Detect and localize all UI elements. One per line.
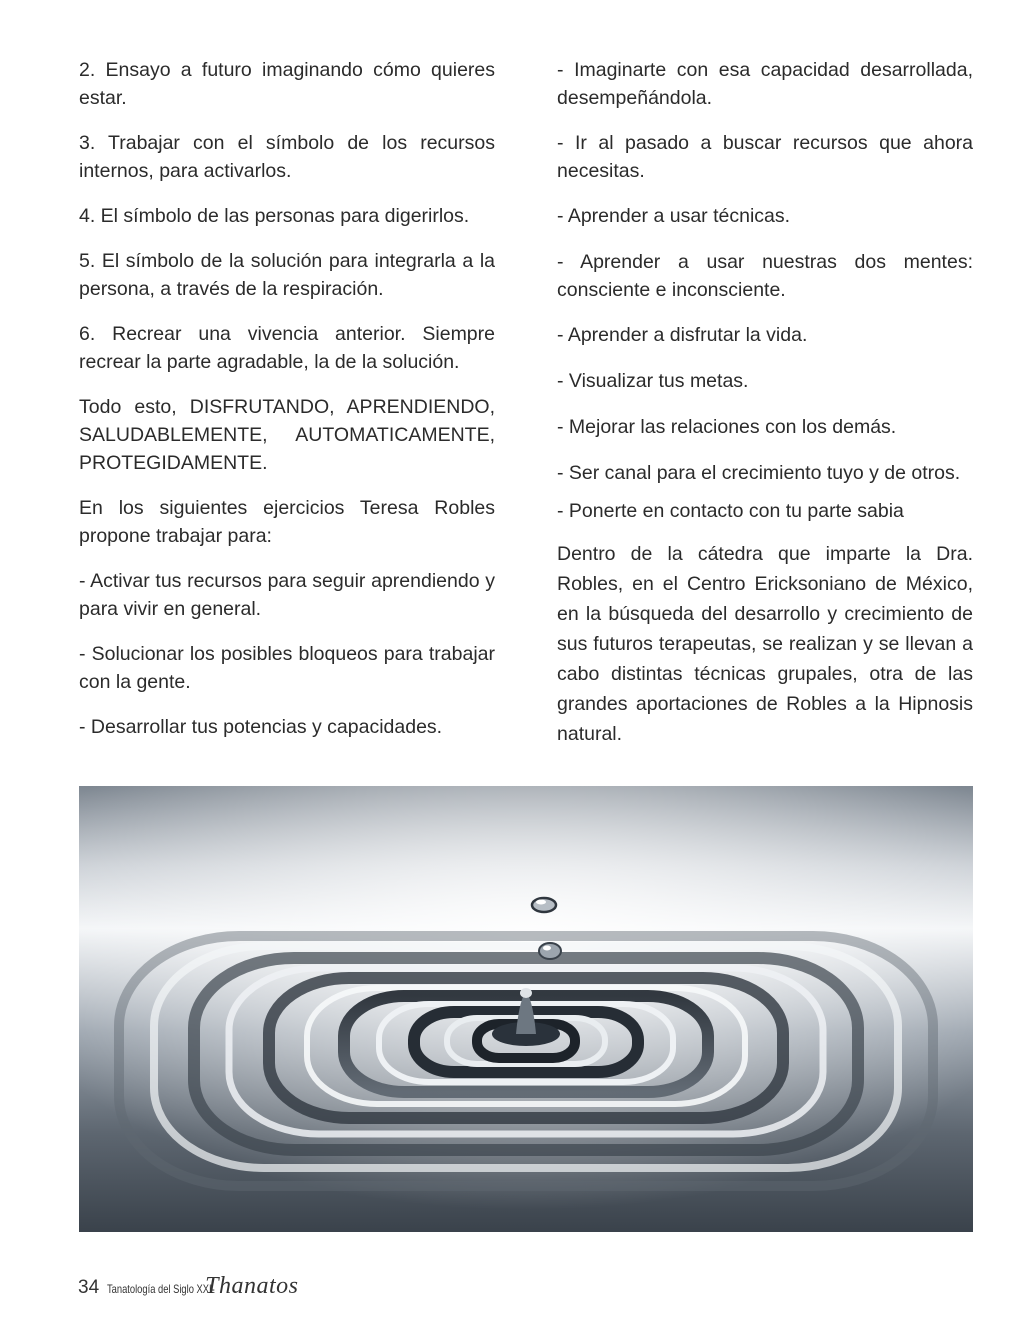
paragraph: - Ir al pasado a buscar recursos que ahora necesitas.	[557, 132, 973, 182]
right-column	[557, 56, 973, 766]
paragraph: - Imaginarte con esa capacidad desarrollada, desempeñándola.	[557, 59, 973, 109]
paragraph: - Desarrollar tus potencias y capacidades.	[79, 716, 443, 738]
page-number: 34	[78, 1277, 100, 1298]
paragraph: 4. El símbolo de las personas para digerirlos.	[79, 205, 470, 227]
paragraph: En los siguientes ejercicios Teresa Robles propone trabajar para:	[79, 497, 495, 547]
water-drop-photo	[79, 786, 973, 1232]
page-footer	[78, 1273, 299, 1301]
paragraph: 3. Trabajar con el símbolo de los recursos internos, para activarlos.	[79, 132, 495, 182]
brand-name: Thanatos	[205, 1273, 299, 1299]
paragraph: - Visualizar tus metas.	[557, 370, 749, 392]
paragraph: - Aprender a disfrutar la vida.	[557, 324, 808, 346]
paragraph: - Activar tus recursos para seguir aprendiendo y para vivir en general.	[79, 570, 495, 620]
paragraph: 2. Ensayo a futuro imaginando cómo quieres estar.	[79, 59, 495, 109]
paragraph: - Ponerte en contacto con tu parte sabia	[557, 500, 904, 522]
paragraph: Dentro de la cátedra que imparte la Dra. Robles, en el Centro Ericksoniano de México, en la búsqueda del desarrollo y crecimiento de sus futuros terapeutas, se realizan y se llevan a cabo distintas técnicas grupales, otra de las grandes aportaciones de Robles a la Hipnosis natural.	[557, 543, 973, 745]
paragraph: - Solucionar los posibles bloqueos para trabajar con la gente.	[79, 643, 495, 693]
paragraph: 5. El símbolo de la solución para integrarla a la persona, a través de la respiración.	[79, 250, 495, 300]
paragraph: - Aprender a usar nuestras dos mentes: consciente e inconsciente.	[557, 251, 973, 301]
paragraph: - Aprender a usar técnicas.	[557, 205, 791, 227]
water-ripple-illustration	[79, 786, 973, 1232]
paragraph: 6. Recrear una vivencia anterior. Siempre recrear la parte agradable, la de la solución.	[79, 323, 495, 373]
paragraph: Todo esto, DISFRUTANDO, APRENDIENDO, SALUDABLEMENTE, AUTOMATICAMENTE, PROTEGIDAMENTE.	[79, 396, 495, 474]
left-column	[79, 56, 495, 758]
water-drop	[539, 943, 561, 959]
paragraph: - Ser canal para el crecimiento tuyo y de otros.	[557, 462, 961, 484]
paragraph: - Mejorar las relaciones con los demás.	[557, 416, 897, 438]
publication-name: Tanatología del Siglo XXI-	[107, 1282, 215, 1296]
